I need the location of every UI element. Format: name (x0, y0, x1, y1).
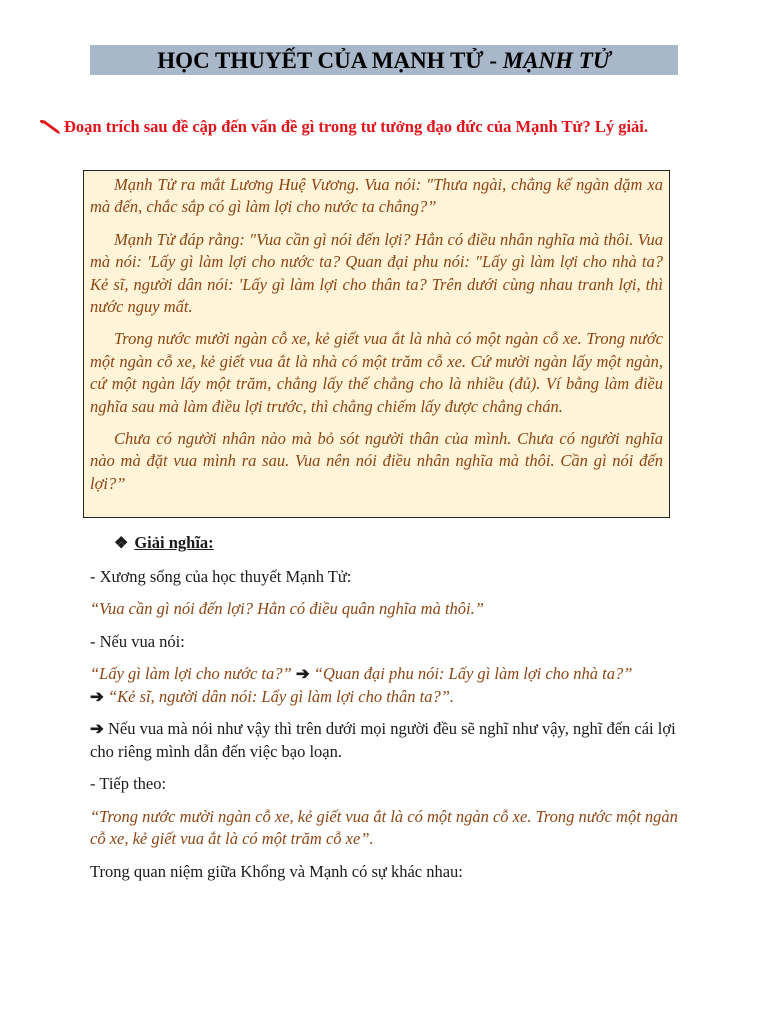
quote-part: “Lấy gì làm lợi cho nước ta?” (90, 664, 292, 683)
section-heading-label: Giải nghĩa: (134, 533, 214, 552)
text-line: Trong quan niệm giữa Khổng và Mạnh có sự khác nhau: (90, 861, 463, 881)
diamond-bullet-icon: ❖ (114, 535, 129, 552)
text-line: - Xương sống của học thuyết Mạnh Tử: (90, 566, 352, 586)
conclusion-text: Nếu vua mà nói như vậy thì trên dưới mọi người đều sẽ nghĩ như vậy, nghĩ đến cái lợi cho riêng mình dẫn đến việc bạo loạn. (90, 719, 676, 761)
arrow-right-bold-icon: ➔ (90, 719, 104, 738)
text-line: - Tiếp theo: (90, 774, 167, 793)
title-main: HỌC THUYẾT CỦA MẠNH TỬ - (157, 48, 498, 73)
arrow-right-icon: ➔ (90, 686, 104, 706)
text-line: - Nếu vua nói: (90, 631, 185, 651)
title-italic: MẠNH TỬ (502, 48, 611, 73)
question-block (40, 116, 690, 138)
quote-paragraph: Chưa có người nhân nào mà bỏ sót người thân của mình. Chưa có người nghĩa nào mà đặt vua mình ra sau. Vua nên nói điều nhân nghĩa mà thôi. Cần gì nói đến lợi?” (90, 429, 663, 493)
section-heading (90, 532, 680, 556)
quote-paragraph: Mạnh Tử ra mắt Lương Huệ Vương. Vua nói: "Thưa ngài, chẳng kể ngàn dặm xa mà đến, chắc sắp có gì làm lợi cho nước ta chẳng?” (90, 175, 663, 217)
page-title (90, 45, 678, 75)
quote-paragraph: Trong nước mười ngàn cỗ xe, kẻ giết vua ắt là nhà có một ngàn cỗ xe. Trong nước một ngàn cỗ xe, kẻ giết vua ắt là nhà có một trăm cỗ xe. Cứ mười ngàn lấy một ngàn, cứ một ngàn lấy một trăm, chẳng lấy thế chẳng cho là nhiều (đủ). Ví bằng làm điều nghĩa sau mà làm điều lợi trước, thì chẳng chiếm lấy được chẳng chán. (90, 329, 663, 416)
quote-line: “Trong nước mười ngàn cỗ xe, kẻ giết vua ắt là có một ngàn cỗ xe. Trong nước một ngàn cỗ xe, kẻ giết vua ắt là có một trăm cỗ xe”. (90, 806, 678, 848)
quote-paragraph: Mạnh Tử đáp rằng: "Vua cần gì nói đến lợi? Hẳn có điều nhân nghĩa mà thôi. Vua mà nói: 'Lấy gì làm lợi cho nước ta? Quan đại phu nói: "Lấy gì làm lợi cho nhà ta? Kẻ sĩ, người dân nói: 'Lấy gì làm lợi cho thân ta? Trên dưới cùng nhau tranh lợi, thì nước nguy mất. (90, 229, 663, 317)
pencil-icon (40, 120, 60, 134)
explanation-section (90, 532, 680, 893)
arrow-right-icon: ➔ (295, 664, 310, 683)
quote-part: “Kẻ sĩ, người dân nói: Lấy gì làm lợi cho thân ta?”. (107, 686, 455, 706)
quote-box (83, 170, 670, 518)
question-text: Đoạn trích sau đề cập đến vấn đề gì trong tư tưởng đạo đức của Mạnh Tử? Lý giải. (64, 117, 648, 136)
conclusion-line (90, 718, 680, 763)
quote-part: “Quan đại phu nói: Lấy gì làm lợi cho nhà ta?” (313, 664, 633, 683)
quote-line-multi (90, 663, 680, 708)
quote-line: “Vua cần gì nói đến lợi? Hẳn có điều quân nghĩa mà thôi.” (90, 599, 484, 618)
